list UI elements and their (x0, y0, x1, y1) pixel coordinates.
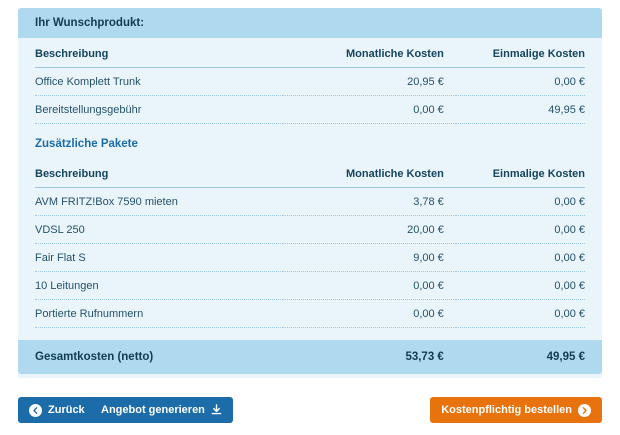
cell-monthly: 20,00 € (283, 216, 456, 244)
cell-description: Bereitstellungsgebühr (35, 96, 283, 124)
generate-offer-button-label: Angebot generieren (101, 404, 205, 416)
cell-monthly: 20,95 € (283, 68, 456, 96)
back-button[interactable] (18, 397, 96, 423)
main-cost-table (35, 38, 585, 124)
packages-cost-table (35, 158, 585, 328)
cell-description: VDSL 250 (35, 216, 283, 244)
cell-once: 0,00 € (456, 68, 585, 96)
table-header-row (35, 158, 585, 188)
download-icon (211, 404, 222, 416)
arrow-right-icon (578, 404, 591, 417)
product-summary-panel (18, 8, 602, 378)
panel-header (18, 8, 602, 38)
column-header-description: Beschreibung (35, 38, 283, 68)
order-button[interactable] (430, 397, 602, 423)
totals-label: Gesamtkosten (netto) (35, 351, 154, 363)
arrow-left-icon (29, 404, 42, 417)
totals-bar (18, 340, 602, 374)
cell-once: 0,00 € (456, 188, 585, 216)
column-header-once: Einmalige Kosten (456, 158, 585, 188)
order-button-label: Kostenpflichtig bestellen (441, 404, 572, 416)
cell-description: AVM FRITZ!Box 7590 mieten (35, 188, 283, 216)
column-header-monthly: Monatliche Kosten (283, 38, 456, 68)
cell-description: Office Komplett Trunk (35, 68, 283, 96)
table-header-row (35, 38, 585, 68)
cell-once: 0,00 € (456, 216, 585, 244)
generate-offer-button[interactable] (90, 397, 233, 423)
table-row (35, 244, 585, 272)
totals-row (35, 340, 585, 374)
cell-description: 10 Leitungen (35, 272, 283, 300)
totals-table (35, 340, 585, 374)
column-header-description: Beschreibung (35, 158, 283, 188)
cell-monthly: 0,00 € (283, 96, 456, 124)
cell-monthly: 3,78 € (283, 188, 456, 216)
panel-body (18, 38, 602, 378)
cell-monthly: 0,00 € (283, 300, 456, 328)
cell-description: Fair Flat S (35, 244, 283, 272)
totals-once: 49,95 € (546, 351, 585, 363)
cell-once: 0,00 € (456, 272, 585, 300)
panel-header-title: Ihr Wunschprodukt: (35, 17, 145, 29)
back-button-label: Zurück (48, 404, 85, 416)
table-row (35, 188, 585, 216)
cell-monthly: 0,00 € (283, 272, 456, 300)
column-header-monthly: Monatliche Kosten (283, 158, 456, 188)
table-row (35, 300, 585, 328)
footer-actions (18, 397, 602, 423)
cell-description: Portierte Rufnummern (35, 300, 283, 328)
packages-section-title: Zusätzliche Pakete (35, 138, 138, 150)
table-row (35, 272, 585, 300)
column-header-once: Einmalige Kosten (456, 38, 585, 68)
table-row (35, 96, 585, 124)
cell-once: 0,00 € (456, 244, 585, 272)
totals-monthly: 53,73 € (405, 351, 444, 363)
table-row (35, 216, 585, 244)
cell-once: 0,00 € (456, 300, 585, 328)
cell-monthly: 9,00 € (283, 244, 456, 272)
cell-once: 49,95 € (456, 96, 585, 124)
table-row (35, 68, 585, 96)
